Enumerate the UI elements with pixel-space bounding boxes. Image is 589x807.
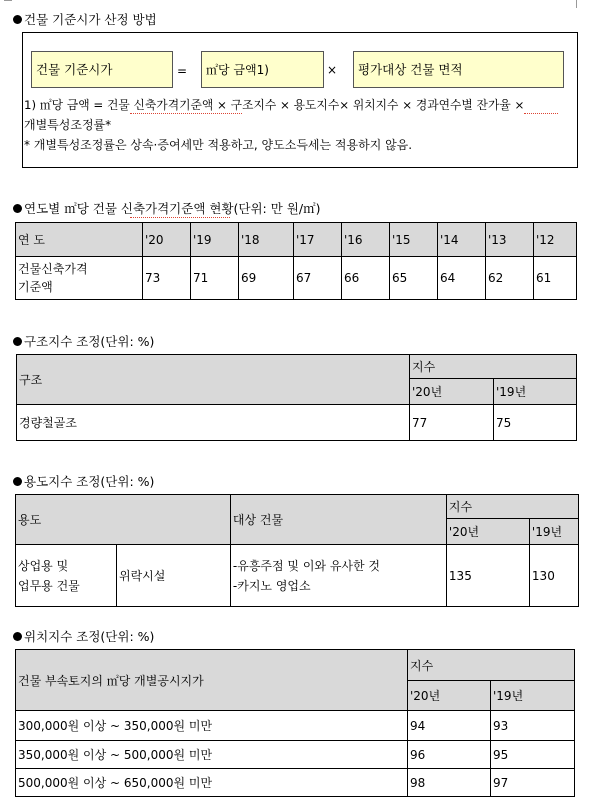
table-row [16, 741, 575, 769]
value-cell: 95 [491, 741, 575, 769]
section-heading-location-index: 위치지수 조정(단위: %) [13, 627, 154, 645]
year-cell: '13 [486, 223, 534, 257]
value-cell: 65 [390, 257, 438, 300]
structure-index-table [16, 354, 577, 441]
target-building-list: -유흥주점 및 이와 유사한 것 -카지노 영업소 [230, 545, 446, 607]
formula-note-1: 1) ㎡당 금액 = 건물 신축가격기준액 × 구조지수 × 용도지수× 위치지수 × 경과연수별 잔가율 × [24, 98, 525, 112]
value-cell: 130 [529, 545, 578, 607]
table-header-row [16, 223, 577, 257]
page-corner-mark-right [576, 0, 577, 8]
section-heading-new-build-price: 연도별 ㎡당 건물 신축가격기준액 현황(단위: 만 원/㎡) [13, 199, 320, 217]
header-year-2020: '20년 [446, 519, 529, 545]
value-cell: 66 [342, 257, 390, 300]
section-heading-calculation-method: 건물 기준시가 산정 방법 [13, 10, 157, 28]
spellcheck-underline [130, 214, 230, 218]
formula-note-1-cont: 개별특성조정률* [24, 118, 112, 132]
table-row [16, 711, 575, 741]
header-structure: 구조 [17, 355, 410, 405]
price-range: 500,000원 이상 ~ 650,000원 미만 [16, 769, 408, 797]
formula-box-price-per-sqm: ㎡당 금액1) [201, 51, 324, 88]
header-year-2019: '19년 [491, 681, 575, 711]
bullet-icon [13, 337, 22, 346]
table-row [17, 405, 577, 441]
value-cell: 97 [491, 769, 575, 797]
header-target-building: 대상 건물 [230, 495, 446, 545]
header-year-2020: '20년 [408, 681, 491, 711]
value-cell: 75 [494, 405, 577, 441]
value-cell: 73 [143, 257, 191, 300]
value-cell: 71 [191, 257, 239, 300]
year-cell: '15 [390, 223, 438, 257]
year-cell: '19 [191, 223, 239, 257]
bullet-icon [13, 204, 22, 213]
header-use: 용도 [16, 495, 231, 545]
value-cell: 96 [408, 741, 491, 769]
use-category: 상업용 및 업무용 건물 [16, 545, 117, 607]
value-cell: 64 [438, 257, 486, 300]
year-cell: '12 [534, 223, 577, 257]
header-index: 지수 [410, 355, 577, 379]
location-index-table [15, 649, 575, 797]
use-index-table [15, 494, 579, 607]
year-cell: '17 [294, 223, 342, 257]
section-heading-structure-index: 구조지수 조정(단위: %) [13, 332, 154, 350]
table-row [16, 769, 575, 797]
value-cell: 135 [446, 545, 529, 607]
table-row [16, 257, 577, 300]
value-cell: 67 [294, 257, 342, 300]
formula-box-building-value: 건물 기준시가 [31, 51, 173, 88]
bullet-icon [13, 632, 22, 641]
year-cell: '20 [143, 223, 191, 257]
formula-times: × [327, 63, 338, 77]
row-label: 경량철골조 [17, 405, 410, 441]
value-cell: 93 [491, 711, 575, 741]
year-cell: '18 [239, 223, 294, 257]
price-range: 350,000원 이상 ~ 500,000원 미만 [16, 741, 408, 769]
new-build-price-table [15, 222, 577, 300]
value-cell: 69 [239, 257, 294, 300]
header-land-price: 건물 부속토지의 ㎡당 개별공시지가 [16, 650, 408, 711]
value-cell: 77 [410, 405, 494, 441]
spellcheck-underline [130, 110, 242, 114]
header-year-2019: '19년 [494, 379, 577, 405]
price-range: 300,000원 이상 ~ 350,000원 미만 [16, 711, 408, 741]
value-cell: 62 [486, 257, 534, 300]
year-cell: '14 [438, 223, 486, 257]
header-year-2019: '19년 [529, 519, 578, 545]
formula-box-area: 평가대상 건물 면적 [353, 51, 564, 88]
formula-equals: = [177, 64, 188, 78]
header-year-2020: '20년 [410, 379, 494, 405]
value-cell: 94 [408, 711, 491, 741]
page-corner-mark-left [4, 0, 12, 1]
header-index: 지수 [446, 495, 578, 519]
row-label: 건물신축가격 기준액 [16, 257, 143, 300]
value-cell: 61 [534, 257, 577, 300]
header-index: 지수 [408, 650, 575, 681]
spellcheck-underline [524, 110, 558, 114]
bullet-icon [13, 477, 22, 486]
header-year-label: 연 도 [16, 223, 143, 257]
year-cell: '16 [342, 223, 390, 257]
table-row [16, 545, 579, 607]
use-subcategory: 위락시설 [117, 545, 231, 607]
section-heading-use-index: 용도지수 조정(단위: %) [13, 472, 154, 490]
value-cell: 98 [408, 769, 491, 797]
bullet-icon [13, 15, 22, 24]
formula-note-2: * 개별특성조정률은 상속·증여세만 적용하고, 양도소득세는 적용하지 않음. [24, 138, 413, 152]
